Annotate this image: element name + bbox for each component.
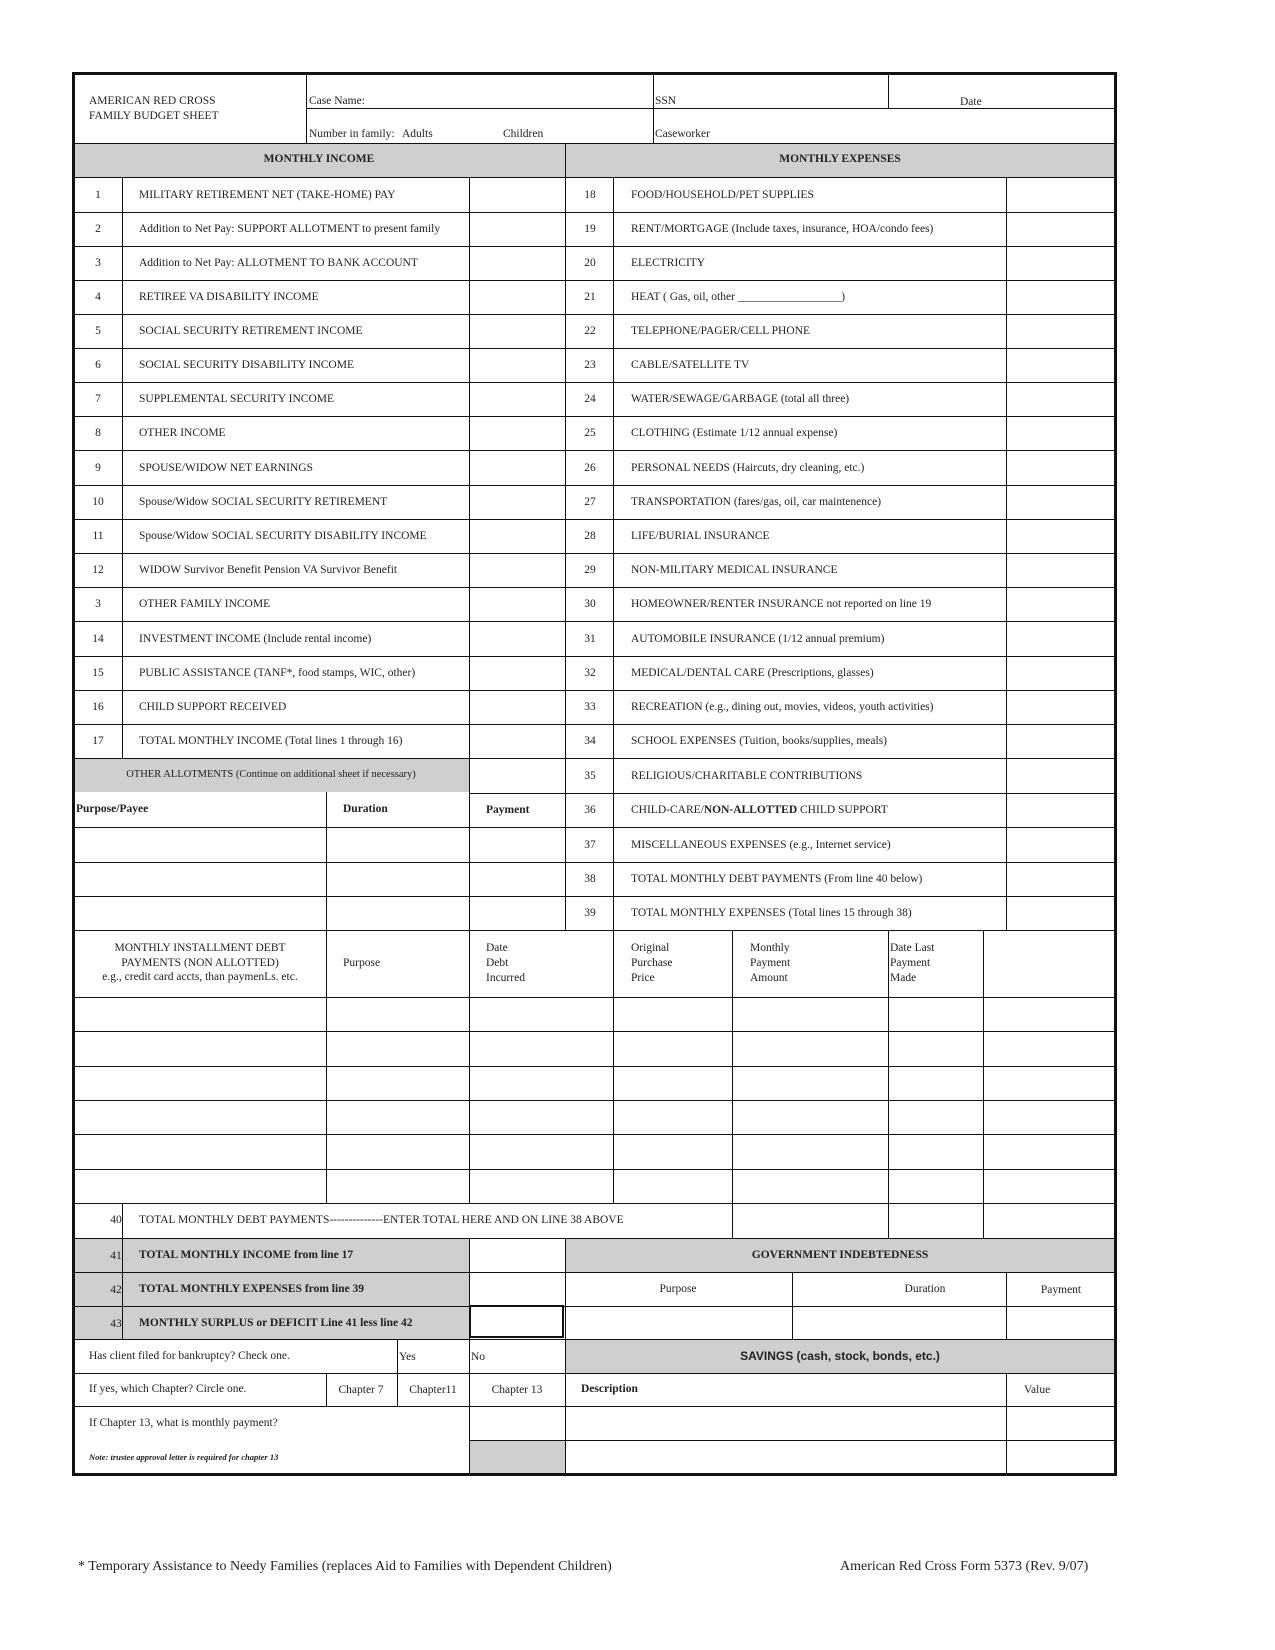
chapter-question: If yes, which Chapter? Circle one. xyxy=(89,1383,247,1395)
chapter13-payment-question: If Chapter 13, what is monthly payment? xyxy=(89,1417,278,1429)
expense-line-number: 37 xyxy=(584,838,596,851)
expense-amount-field[interactable] xyxy=(1007,247,1114,279)
income-title: MONTHLY INCOME xyxy=(263,153,375,165)
debt-col-monthly: Monthly xyxy=(750,942,790,954)
date-field[interactable] xyxy=(988,76,1113,106)
income-amount-field[interactable] xyxy=(470,179,564,211)
expense-amount-field[interactable] xyxy=(1007,281,1114,313)
government-col-duration: Duration xyxy=(904,1283,946,1295)
expense-line-label: HEAT ( Gas, oil, other __________________) xyxy=(631,291,846,303)
expense-line-label: LIFE/BURIAL INSURANCE xyxy=(631,530,770,542)
expense-line-number: 18 xyxy=(584,189,596,201)
debt-entry-field[interactable] xyxy=(889,1032,982,1065)
debt-entry-field[interactable] xyxy=(889,1101,982,1133)
income-line-label: CHILD SUPPORT RECEIVED xyxy=(139,701,287,713)
income-line-label: PUBLIC ASSISTANCE (TANF*, food stamps, WIC, other) xyxy=(139,667,416,679)
case-name-label: Case Name: xyxy=(309,95,365,107)
chapter13-note: Note: trustee approval letter is required for chapter 13 xyxy=(89,1452,279,1462)
government-title: GOVERNMENT INDEBTEDNESS xyxy=(751,1249,929,1261)
chapter-11-option: Chapter11 xyxy=(409,1384,457,1396)
expense-line-label: RENT/MORTGAGE (Include taxes, insurance, HOA/condo fees) xyxy=(631,223,934,235)
expense-amount-field[interactable] xyxy=(1007,315,1114,347)
income-line-number: 4 xyxy=(95,291,101,303)
income-amount-field[interactable] xyxy=(470,417,564,449)
expense-line-label: TRANSPORTATION (fares/gas, oil, car maintenence) xyxy=(631,496,882,508)
debt-col-date: Debt xyxy=(486,957,509,969)
expense-amount-field[interactable] xyxy=(1007,179,1114,211)
expense-line-label: SCHOOL EXPENSES (Tuition, books/supplies, meals) xyxy=(631,735,888,747)
debt-entry-field[interactable] xyxy=(327,998,468,1030)
debt-entry-field[interactable] xyxy=(327,1135,468,1168)
savings-col-description: Description xyxy=(581,1383,638,1395)
allotment-payee-field[interactable] xyxy=(75,863,325,895)
allotments-col-purpose: Purpose/Payee xyxy=(76,803,149,815)
date-label: Date xyxy=(960,96,982,108)
income-amount-field[interactable] xyxy=(470,622,564,655)
income-amount-field[interactable] xyxy=(470,691,564,723)
government-col-purpose: Purpose xyxy=(659,1283,697,1295)
expense-line-number: 24 xyxy=(584,393,596,405)
income-line-number: 5 xyxy=(95,325,101,337)
expense-label-part: CHILD-CARE/ xyxy=(631,804,704,816)
income-line-label: MILITARY RETIREMENT NET (TAKE-HOME) PAY xyxy=(139,189,396,201)
expense-line-label: CABLE/SATELLITE TV xyxy=(631,359,750,371)
summary-line-number: 43 xyxy=(110,1317,122,1330)
income-line-number: 15 xyxy=(92,667,104,679)
expense-amount-field[interactable] xyxy=(1007,794,1114,826)
debt-entry-field[interactable] xyxy=(470,1101,612,1133)
income-line-number: 3 xyxy=(95,598,101,610)
income-amount-field[interactable] xyxy=(470,349,564,381)
summary-line-number: 41 xyxy=(110,1250,122,1262)
debt-col-date: Incurred xyxy=(486,972,525,984)
debt-entry-field[interactable] xyxy=(327,1032,468,1065)
debt-entry-field[interactable] xyxy=(733,1135,887,1168)
debt-entry-field[interactable] xyxy=(889,998,982,1030)
allotment-payment-field[interactable] xyxy=(470,863,564,895)
debt-entry-field[interactable] xyxy=(984,998,1114,1030)
income-line-label: TOTAL MONTHLY INCOME (Total lines 1 through 16) xyxy=(139,735,403,747)
debt-heading-line3: e.g., credit card accts, than paymenLs. etc. xyxy=(102,971,298,983)
expense-line-label: FOOD/HOUSEHOLD/PET SUPPLIES xyxy=(631,189,814,201)
debt-total-number: 40 xyxy=(110,1214,122,1226)
expense-amount-field[interactable] xyxy=(1007,759,1114,792)
income-amount-field[interactable] xyxy=(470,657,564,689)
expense-amount-field[interactable] xyxy=(1007,897,1114,929)
bankruptcy-no-checkbox[interactable] xyxy=(470,1340,564,1372)
income-line-label: Addition to Net Pay: ALLOTMENT TO BANK ACCOUNT xyxy=(139,257,418,269)
income-line-number: 1 xyxy=(95,189,101,201)
expenses-title: MONTHLY EXPENSES xyxy=(779,153,901,165)
debt-entry-field[interactable] xyxy=(75,998,325,1030)
debt-col-original: Purchase xyxy=(631,957,673,969)
income-line-label: SUPPLEMENTAL SECURITY INCOME xyxy=(139,393,335,405)
income-amount-field[interactable] xyxy=(470,486,564,518)
debt-entry-field[interactable] xyxy=(614,1170,731,1202)
debt-col-original: Price xyxy=(631,972,655,984)
government-col-payment: Payment xyxy=(1040,1284,1082,1296)
ssn-field[interactable] xyxy=(680,76,886,106)
income-line-label: Spouse/Widow SOCIAL SECURITY DISABILITY INCOME xyxy=(139,530,427,542)
expense-amount-field[interactable] xyxy=(1007,725,1114,757)
debt-entry-field[interactable] xyxy=(733,1170,887,1202)
income-line-number: 3 xyxy=(95,257,101,269)
expense-line-label: TOTAL MONTHLY DEBT PAYMENTS (From line 40 below) xyxy=(631,873,923,885)
debt-entry-field[interactable] xyxy=(470,1067,612,1099)
income-line-number: 14 xyxy=(92,632,104,645)
expense-amount-field[interactable] xyxy=(1007,417,1114,449)
form-title: FAMILY BUDGET SHEET xyxy=(89,110,219,122)
income-amount-field[interactable] xyxy=(470,554,564,586)
expense-line-label: TELEPHONE/PAGER/CELL PHONE xyxy=(631,325,810,337)
expense-line-label: WATER/SEWAGE/GARBAGE (total all three) xyxy=(631,393,850,405)
income-amount-field[interactable] xyxy=(470,213,564,245)
income-line-number: 12 xyxy=(92,564,104,576)
income-line-number: 9 xyxy=(95,461,101,474)
debt-entry-field[interactable] xyxy=(327,1067,468,1099)
debt-col-date: Date xyxy=(486,942,508,954)
allotment-duration-field[interactable] xyxy=(327,897,468,929)
chapter13-payment-field[interactable] xyxy=(470,1407,564,1439)
income-line-number: 8 xyxy=(95,427,101,439)
income-line-label: OTHER INCOME xyxy=(139,427,226,439)
debt-entry-field[interactable] xyxy=(327,1170,468,1202)
expense-amount-field[interactable] xyxy=(1007,383,1114,415)
debt-total-field[interactable] xyxy=(733,1204,887,1237)
expense-amount-field[interactable] xyxy=(1007,863,1114,895)
expense-line-label: RECREATION (e.g., dining out, movies, videos, youth activities) xyxy=(631,701,934,713)
summary-line-label: TOTAL MONTHLY EXPENSES from line 39 xyxy=(139,1283,365,1295)
debt-entry-field[interactable] xyxy=(733,1032,887,1065)
expense-line-number: 25 xyxy=(584,427,596,439)
debt-entry-field[interactable] xyxy=(75,1101,325,1133)
income-amount-field[interactable] xyxy=(470,451,564,484)
expense-line-number: 35 xyxy=(584,769,596,782)
government-duration-field[interactable] xyxy=(793,1307,1005,1338)
debt-entry-field[interactable] xyxy=(75,1032,325,1065)
income-line-number: 17 xyxy=(92,735,104,747)
income-line-number: 2 xyxy=(95,223,101,235)
income-amount-field[interactable] xyxy=(470,247,564,279)
debt-entry-field[interactable] xyxy=(75,1067,325,1099)
expense-amount-field[interactable] xyxy=(1007,622,1114,655)
debt-entry-field[interactable] xyxy=(614,1067,731,1099)
expense-line-number: 34 xyxy=(584,735,596,747)
chapter-7-option: Chapter 7 xyxy=(338,1384,384,1396)
expense-amount-field[interactable] xyxy=(1007,657,1114,689)
debt-entry-field[interactable] xyxy=(470,998,612,1030)
caseworker-label: Caseworker xyxy=(655,128,710,140)
income-amount-field[interactable] xyxy=(470,520,564,552)
income-line-label: SPOUSE/WIDOW NET EARNINGS xyxy=(139,461,313,474)
footnote-tanf: * Temporary Assistance to Needy Families (replaces Aid to Families with Dependent Children) xyxy=(78,1559,612,1574)
debt-entry-field[interactable] xyxy=(889,1170,982,1202)
income-line-label: RETIREE VA DISABILITY INCOME xyxy=(139,291,319,303)
debt-entry-field[interactable] xyxy=(470,1170,612,1202)
debt-entry-field[interactable] xyxy=(614,1101,731,1133)
debt-entry-field[interactable] xyxy=(889,1135,982,1168)
debt-entry-field[interactable] xyxy=(984,1101,1114,1133)
expense-line-number: 21 xyxy=(584,291,596,303)
income-line-label: WIDOW Survivor Benefit Pension VA Survivor Benefit xyxy=(139,564,398,576)
expense-line-number: 19 xyxy=(584,223,596,235)
allotment-payee-field[interactable] xyxy=(75,828,325,861)
debt-entry-field[interactable] xyxy=(733,1067,887,1099)
expense-line-label: RELIGIOUS/CHARITABLE CONTRIBUTIONS xyxy=(631,769,863,782)
family-budget-form xyxy=(74,74,1176,1556)
debt-entry-field[interactable] xyxy=(733,1101,887,1133)
ssn-label: SSN xyxy=(655,95,677,107)
family-label: Number in family: xyxy=(309,128,395,140)
expense-line-number: 27 xyxy=(584,496,596,508)
debt-heading-line1: MONTHLY INSTALLMENT DEBT xyxy=(114,942,286,954)
expense-line-number: 30 xyxy=(584,598,596,610)
adults-label: Adults xyxy=(402,128,433,140)
expense-line-number: 33 xyxy=(584,701,596,713)
expense-amount-field[interactable] xyxy=(1007,554,1114,586)
debt-col-purpose: Purpose xyxy=(343,957,381,969)
allotment-payment-field[interactable] xyxy=(470,897,564,929)
allotment-payment-field[interactable] xyxy=(470,828,564,861)
debt-entry-field[interactable] xyxy=(984,1067,1114,1099)
debt-col-original: Original xyxy=(631,942,670,954)
savings-col-value: Value xyxy=(1024,1384,1051,1396)
expense-amount-field[interactable] xyxy=(1007,691,1114,723)
savings-description-field[interactable] xyxy=(566,1407,1005,1439)
expense-line-number: 28 xyxy=(584,530,596,542)
summary-amount-field[interactable] xyxy=(470,1273,564,1305)
debt-entry-field[interactable] xyxy=(470,1032,612,1065)
bankruptcy-yes-checkbox[interactable] xyxy=(398,1340,468,1372)
savings-description-field[interactable] xyxy=(566,1441,1005,1473)
debt-entry-field[interactable] xyxy=(75,1135,325,1168)
expense-line-number: 29 xyxy=(584,564,596,576)
expense-line-number: 31 xyxy=(584,632,596,645)
expense-line-label: AUTOMOBILE INSURANCE (1/12 annual premium) xyxy=(631,632,885,645)
expense-label-part: NON-ALLOTTED xyxy=(703,804,798,816)
expense-amount-field[interactable] xyxy=(1007,213,1114,245)
expense-line-number: 39 xyxy=(584,907,596,919)
debt-entry-field[interactable] xyxy=(733,998,887,1030)
expense-line-number: 23 xyxy=(584,359,596,371)
debt-col-monthly: Payment xyxy=(750,957,791,969)
debt-col-last: Date Last xyxy=(890,942,935,954)
debt-entry-field[interactable] xyxy=(75,1170,325,1202)
debt-entry-field[interactable] xyxy=(327,1101,468,1133)
expense-line-number: 22 xyxy=(584,325,596,337)
debt-total-label: TOTAL MONTHLY DEBT PAYMENTS--------------ENTER TOTAL HERE AND ON LINE 38 ABOVE xyxy=(139,1214,624,1226)
government-purpose-field[interactable] xyxy=(566,1307,791,1338)
allotments-col-duration: Duration xyxy=(343,803,388,815)
expense-line-number: 36 xyxy=(584,804,596,816)
expense-amount-field[interactable] xyxy=(1007,828,1114,861)
debt-entry-field[interactable] xyxy=(470,1135,612,1168)
summary-line-number: 42 xyxy=(110,1284,122,1296)
debt-col-monthly: Amount xyxy=(750,972,788,984)
income-line-label: OTHER FAMILY INCOME xyxy=(139,598,271,610)
expense-line-label: ELECTRICITY xyxy=(631,257,706,269)
savings-title: SAVINGS (cash, stock, bonds, etc.) xyxy=(740,1349,940,1363)
debt-entry-field[interactable] xyxy=(614,998,731,1030)
income-line-label: Addition to Net Pay: SUPPORT ALLOTMENT to present family xyxy=(139,223,441,235)
caseworker-field[interactable] xyxy=(715,110,1113,141)
debt-entry-field[interactable] xyxy=(889,1067,982,1099)
expense-amount-field[interactable] xyxy=(1007,349,1114,381)
income-line-number: 11 xyxy=(92,530,104,542)
expense-amount-field[interactable] xyxy=(1007,520,1114,552)
expense-line-label: TOTAL MONTHLY EXPENSES (Total lines 15 through 38) xyxy=(631,907,912,919)
expense-line-label: MISCELLANEOUS EXPENSES (e.g., Internet service) xyxy=(631,838,891,851)
bankruptcy-no-option: No xyxy=(471,1351,486,1363)
debt-entry-field[interactable] xyxy=(984,1170,1114,1202)
expense-amount-field[interactable] xyxy=(1007,588,1114,620)
expense-line-number: 32 xyxy=(584,667,596,679)
expense-line-label: CLOTHING (Estimate 1/12 annual expense) xyxy=(631,427,838,439)
expense-line-number: 26 xyxy=(584,461,596,474)
expense-line-label: MEDICAL/DENTAL CARE (Prescriptions, glasses) xyxy=(631,667,874,679)
summary-amount-field[interactable] xyxy=(470,1239,564,1271)
income-line-number: 6 xyxy=(95,359,101,371)
debt-col-last: Payment xyxy=(890,957,931,969)
allotment-duration-field[interactable] xyxy=(327,828,468,861)
allotments-title: OTHER ALLOTMENTS (Continue on additional sheet if necessary) xyxy=(126,769,416,780)
bankruptcy-yes-option: Yes xyxy=(399,1351,416,1363)
summary-line-label: MONTHLY SURPLUS or DEFICIT Line 41 less line 42 xyxy=(139,1316,413,1329)
debt-entry-field[interactable] xyxy=(984,1135,1114,1168)
bankruptcy-question: Has client filed for bankruptcy? Check one. xyxy=(89,1350,290,1362)
debt-heading-line2: PAYMENTS (NON ALLOTTED) xyxy=(121,957,279,969)
allotment-payee-field[interactable] xyxy=(75,897,325,929)
income-amount-field[interactable] xyxy=(470,725,564,757)
income-amount-field[interactable] xyxy=(470,588,564,620)
case-name-field[interactable] xyxy=(360,76,650,106)
debt-entry-field[interactable] xyxy=(614,1032,731,1065)
expense-line-number: 20 xyxy=(584,257,596,269)
income-line-label: SOCIAL SECURITY DISABILITY INCOME xyxy=(139,359,354,371)
expense-line-label: NON-MILITARY MEDICAL INSURANCE xyxy=(631,564,838,576)
expense-label-part: CHILD SUPPORT xyxy=(797,804,888,816)
income-amount-field[interactable] xyxy=(470,315,564,347)
expense-line-label xyxy=(631,803,888,817)
income-line-number: 10 xyxy=(92,496,104,508)
savings-value-field[interactable] xyxy=(1007,1441,1114,1473)
income-amount-field[interactable] xyxy=(470,383,564,415)
expense-line-label: HOMEOWNER/RENTER INSURANCE not reported on line 19 xyxy=(631,598,932,610)
allotment-duration-field[interactable] xyxy=(327,863,468,895)
chapter-13-option: Chapter 13 xyxy=(491,1384,543,1396)
expense-amount-field[interactable] xyxy=(1007,486,1114,518)
income-line-label: SOCIAL SECURITY RETIREMENT INCOME xyxy=(139,325,363,337)
debt-entry-field[interactable] xyxy=(984,1032,1114,1065)
income-amount-field[interactable] xyxy=(470,281,564,313)
form-number: American Red Cross Form 5373 (Rev. 9/07) xyxy=(840,1559,1089,1574)
government-payment-field[interactable] xyxy=(1007,1307,1114,1338)
allotments-col-payment: Payment xyxy=(486,804,530,816)
debt-entry-field[interactable] xyxy=(614,1135,731,1168)
income-line-number: 16 xyxy=(92,701,104,713)
expense-line-label: PERSONAL NEEDS (Haircuts, dry cleaning, etc.) xyxy=(631,461,865,474)
debt-col-last: Made xyxy=(890,972,917,984)
income-line-label: Spouse/Widow SOCIAL SECURITY RETIREMENT xyxy=(139,496,388,508)
expense-line-number: 38 xyxy=(584,873,596,885)
savings-value-field[interactable] xyxy=(1007,1407,1114,1439)
children-label: Children xyxy=(503,128,544,140)
org-name: AMERICAN RED CROSS xyxy=(89,95,216,107)
income-line-number: 7 xyxy=(95,393,101,405)
summary-line-label: TOTAL MONTHLY INCOME from line 17 xyxy=(139,1249,354,1261)
income-line-label: INVESTMENT INCOME (Include rental income) xyxy=(139,632,372,645)
expense-amount-field[interactable] xyxy=(1007,451,1114,484)
